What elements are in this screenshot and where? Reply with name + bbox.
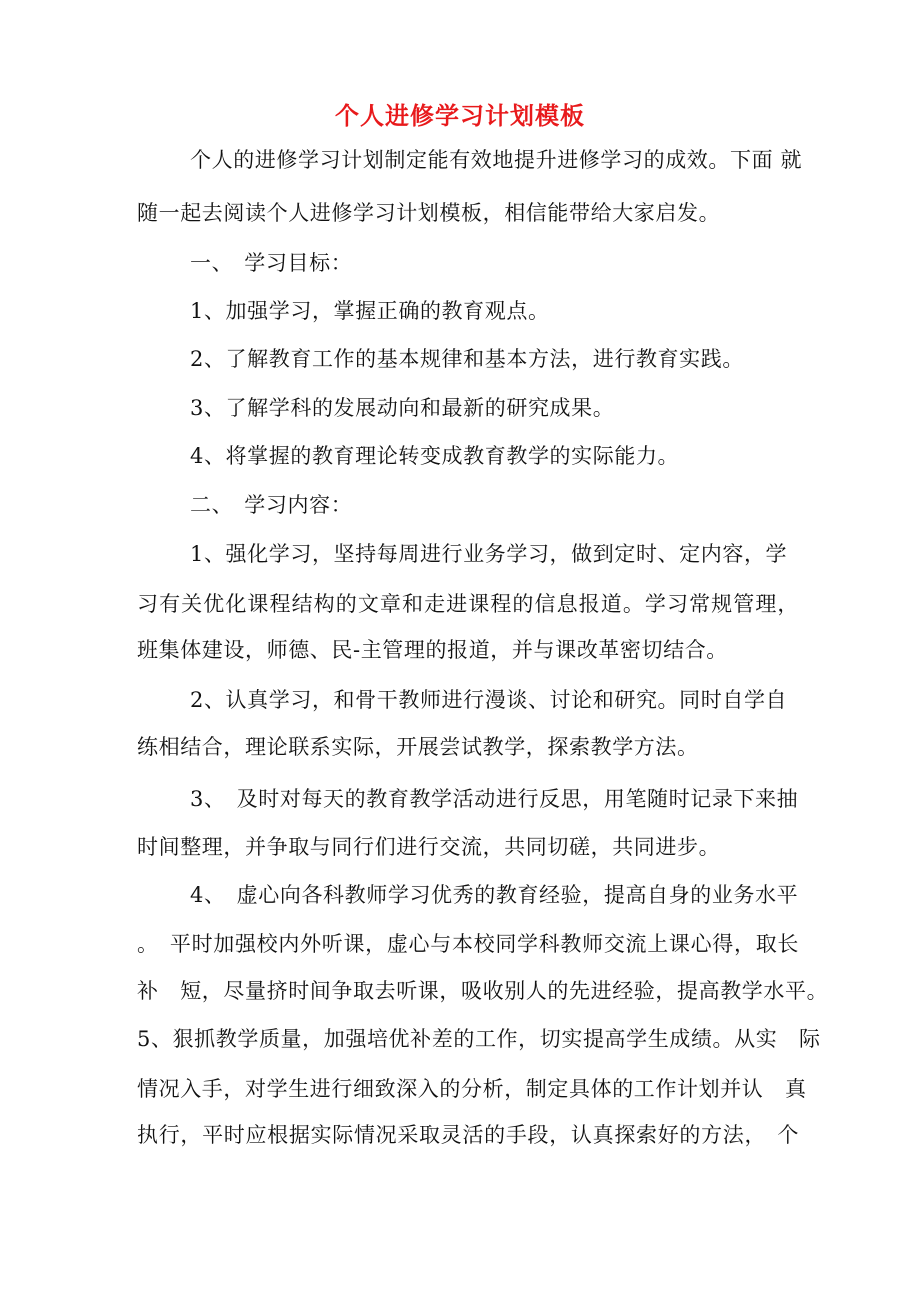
section-heading-goals: 一、 学习目标： (190, 251, 353, 275)
goal-item-3: 3、了解学科的发展动向和最新的研究成果。 (190, 396, 615, 420)
intro-line-2: 随一起去阅读个人进修学习计划模板，相信能带给大家启发。 (137, 201, 721, 225)
document-title: 个人进修学习计划模板 (335, 101, 585, 130)
content-item-5-line-1: 5、狠抓教学质量，加强培优补差的工作，切实提高学生成绩。从实 际 (137, 1027, 821, 1051)
content-item-2-line-1: 2、认真学习，和骨干教师进行漫谈、讨论和研究。同时自学自 (190, 688, 788, 712)
content-item-4-line-1: 4、 虚心向各科教师学习优秀的教育经验，提高自身的业务水平 (190, 883, 799, 907)
intro-line-1: 个人的进修学习计划制定能有效地提升进修学习的成效。下面 就 (190, 148, 803, 172)
content-item-5-line-2: 情况入手，对学生进行细致深入的分析，制定具体的工作计划并认 真 (137, 1077, 807, 1101)
goal-item-4: 4、将掌握的教育理论转变成教育教学的实际能力。 (190, 444, 680, 468)
content-item-1-line-3: 班集体建设，师德、民-主管理的报道，并与课改革密切结合。 (137, 638, 728, 662)
content-item-4-line-2: 。 平时加强校内外听课，虚心与本校同学科教师交流上课心得，取长 (137, 932, 799, 956)
content-item-1-line-2: 习有关优化课程结构的文章和走进课程的信息报道。学习常规管理， (137, 592, 799, 616)
content-item-5-line-3: 执行，平时应根据实际情况采取灵活的手段，认真探索好的方法， 个 (137, 1123, 799, 1147)
content-item-3-line-1: 3、 及时对每天的教育教学活动进行反思，用笔随时记录下来抽 (190, 787, 799, 811)
content-item-3-line-2: 时间整理，并争取与同行们进行交流，共同切磋，共同进步。 (137, 835, 721, 859)
content-item-4-line-3: 补 短，尽量挤时间争取去听课，吸收别人的先进经验，提高教学水平。 (137, 979, 829, 1003)
goal-item-2: 2、了解教育工作的基本规律和基本方法，进行教育实践。 (190, 347, 744, 371)
content-item-2-line-2: 练相结合，理论联系实际，开展尝试教学，探索教学方法。 (137, 735, 699, 759)
goal-item-1: 1、加强学习，掌握正确的教育观点。 (190, 299, 550, 323)
content-item-1-line-1: 1、强化学习，坚持每周进行业务学习，做到定时、定内容，学 (190, 542, 788, 566)
section-heading-content: 二、 学习内容： (190, 493, 353, 517)
